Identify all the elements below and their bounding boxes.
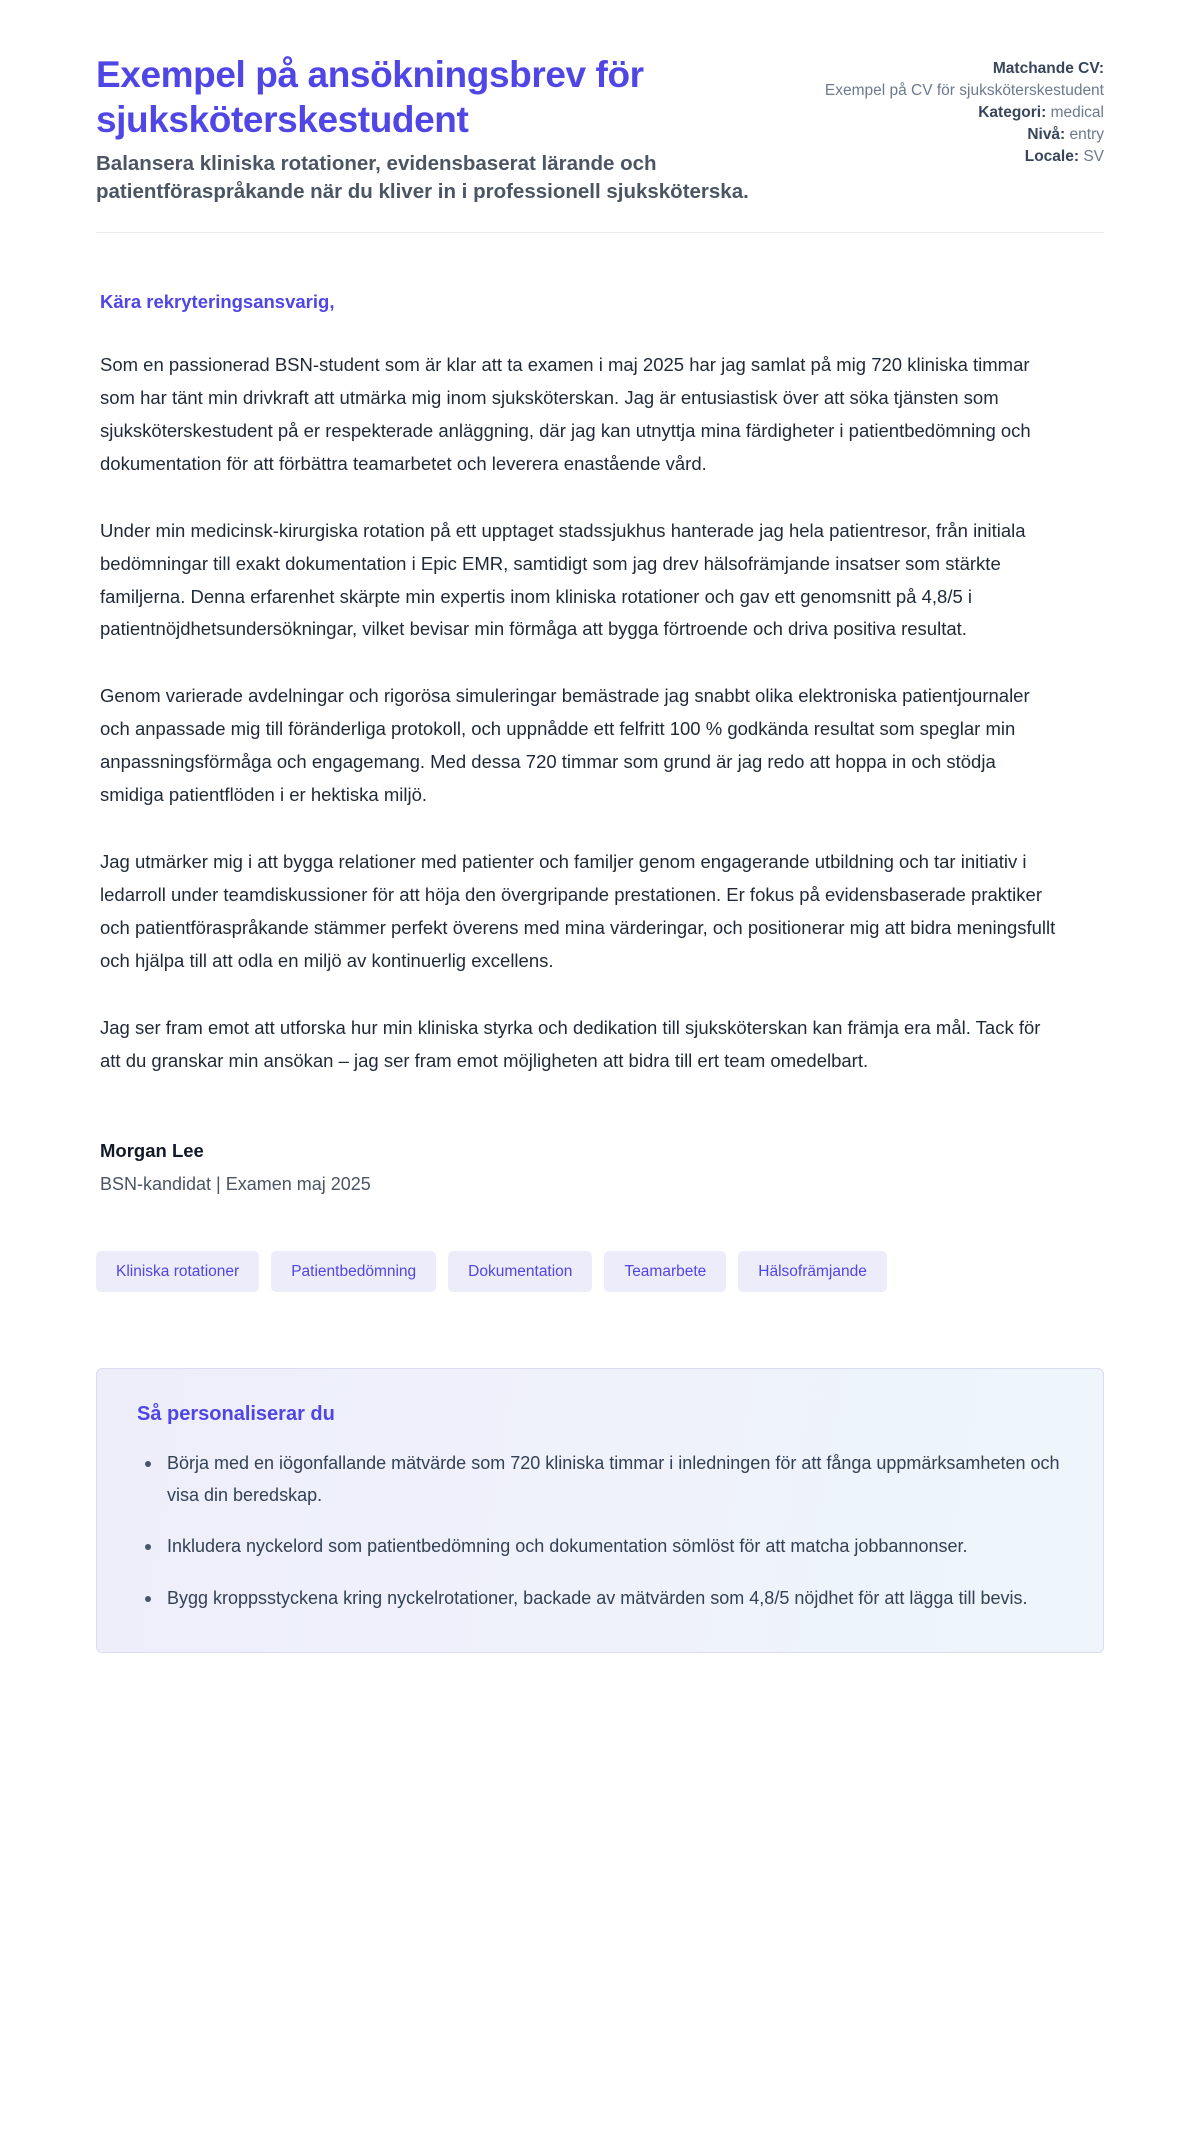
signature-block [100, 1140, 1100, 1195]
tips-list-item: Inkludera nyckelord som patientbedömning och dokumentation sömlöst för att matcha jobbannonser. [163, 1531, 1063, 1563]
meta-locale-label: Locale: [1024, 148, 1079, 165]
tag-chip[interactable]: Patientbedömning [271, 1251, 436, 1293]
meta-matching-cv [825, 58, 1104, 80]
meta-locale [825, 146, 1104, 168]
tag-chip[interactable]: Hälsofrämjande [738, 1251, 887, 1293]
letter-paragraph: Under min medicinsk-kirurgiska rotation på ett upptaget stadssjukhus hanterade jag hela patientresor, från initiala bedömningar till exakt dokumentation i Epic EMR, samtidigt som jag drev hälsofrämjande insatser som stärkte familjerna. Denna erfarenhet skärpte min expertis inom kliniska rotationer och gav ett genomsnitt på 4,8/5 i patientnöjdhetsundersökningar, vilket bevisar min förmåga att bygga förtroende och driva positiva resultat. [100, 519, 1026, 640]
meta-matching-cv-label: Matchande CV: [992, 60, 1104, 77]
meta-matching-cv-value: Exempel på CV för sjuksköterskestudent [824, 82, 1104, 99]
tips-list [137, 1448, 1063, 1614]
document-meta [825, 52, 1104, 168]
tips-list-item: Börja med en iögonfallande mätvärde som 720 kliniska timmar i inledningen för att fånga uppmärksamheten och visa din beredskap. [163, 1448, 1063, 1511]
cover-letter-body [96, 291, 1104, 1195]
header-title-block [96, 52, 785, 206]
page-subtitle: Balansera kliniska rotationer, evidensbaserat lärande och patientföraspråkande när du kliver in i professionell sjuksköterska. [96, 152, 749, 204]
tag-chip[interactable]: Kliniska rotationer [96, 1251, 259, 1293]
tag-chip[interactable]: Dokumentation [448, 1251, 592, 1293]
meta-locale-value: SV [1083, 148, 1104, 165]
letter-paragraph: Genom varierade avdelningar och rigorösa simuleringar bemästrade jag snabbt olika elektroniska patientjournaler och anpassade mig till föränderliga protokoll, och uppnådde ett felfritt 100 % godkända resultat som speglar min anpassningsförmåga och engagemang. Med dessa 720 timmar som grund är jag redo att hoppa in och stödja smidiga patientflöden i er hektiska miljö. [100, 685, 1030, 806]
letter-paragraph: Jag utmärker mig i att bygga relationer med patienter och familjer genom engagerande utbildning och tar initiativ i ledarroll under teamdiskussioner för att höja den övergripande prestationen. Er fokus på evidensbaserade praktiker och patientföraspråkande stämmer perfekt överens med mina värderingar, och positionerar mig att bidra meningsfullt och hjälpa till att odla en miljö av kontinuerlig excellens. [100, 851, 1056, 971]
header-divider [96, 232, 1104, 233]
meta-level [825, 124, 1104, 146]
personalization-tips-card [96, 1368, 1104, 1653]
letter-paragraph: Som en passionerad BSN-student som är klar att ta examen i maj 2025 har jag samlat på mig 720 kliniska timmar som har tänt min drivkraft att utmärka mig inom sjuksköterskan. Jag är entusiastisk över att söka tjänsten som sjuksköterskestudent på er respekterade anläggning, där jag kan utnyttja mina färdigheter i patientbedömning och dokumentation för att förbättra teamarbetet och leverera enastående vård. [100, 354, 1031, 474]
meta-level-value: entry [1069, 126, 1104, 143]
tag-list [96, 1251, 1104, 1293]
page-title: Exempel på ansökningsbrev för sjuksköterskestudent [96, 54, 644, 141]
signature-name: Morgan Lee [100, 1139, 204, 1161]
meta-category-label: Kategori: [978, 104, 1047, 121]
letter-paragraphs [100, 349, 1100, 1078]
tips-list-item: Bygg kroppsstyckena kring nyckelrotationer, backade av mätvärden som 4,8/5 nöjdhet för att lägga till bevis. [163, 1583, 1063, 1615]
salutation: Kära rekryteringsansvarig, [100, 291, 335, 312]
meta-category [825, 102, 1104, 124]
meta-level-label: Nivå: [1027, 126, 1066, 143]
tag-chip[interactable]: Teamarbete [604, 1251, 726, 1293]
tips-title: Så personaliserar du [137, 1403, 335, 1426]
signature-role: BSN-kandidat | Examen maj 2025 [100, 1173, 371, 1194]
letter-paragraph: Jag ser fram emot att utforska hur min kliniska styrka och dedikation till sjuksköterskan kan främja era mål. Tack för att du granskar min ansökan – jag ser fram emot möjligheten att bidra till ert team omedelbart. [100, 1016, 1041, 1071]
document-header [96, 52, 1104, 232]
meta-category-value: medical [1050, 104, 1104, 121]
meta-matching-cv-value-row [825, 80, 1104, 102]
